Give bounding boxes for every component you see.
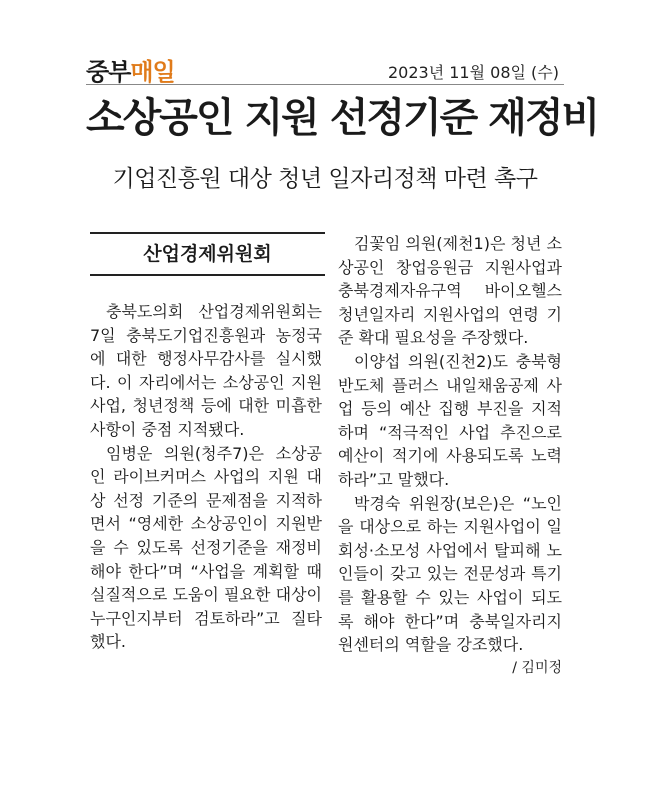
- paragraph: 이양섭 의원(진천2)도 충북형 반도체 플러스 내일채움공제 사업 등의 예산 집행 부진을 지적하며 “적극적인 사업 추진으로 예산이 적기에 사용되도록 노력하라”고 말했다.: [338, 351, 562, 489]
- publication-date: 2023년 11월 08일 (수): [387, 63, 559, 82]
- paragraph: 충북도의회 산업경제위원회는 7일 충북도기업진흥원과 농정국에 대한 행정사무감사를 실시했다. 이 자리에서는 소상공인 지원사업, 청년정책 등에 대한 미흡한 사항이 중점 지적됐다.: [90, 302, 322, 439]
- header-divider: [86, 84, 564, 85]
- masthead-accent: 매일: [130, 58, 175, 86]
- newspaper-masthead: [86, 52, 175, 87]
- subheadline: 기업진흥원 대상 청년 일자리정책 마련 촉구: [112, 166, 538, 192]
- headline: 소상공인 지원 선정기준 재정비: [86, 95, 599, 141]
- paragraph: 박경숙 위원장(보은)은 “노인을 대상으로 하는 지원사업이 일회성·소모성 사업에서 탈피해 노인들이 갖고 있는 전문성과 특기를 활용할 수 있는 사업이 되도록 해야 한다”며 충북일자리지원센터의 역할을 강조했다.: [338, 493, 562, 655]
- section-label: 산업경제위원회: [90, 232, 325, 276]
- paragraph: 김꽃임 의원(제천1)은 청년 소상공인 창업응원금 지원사업과 충북경제자유구역 바이오헬스 청년일자리 지원사업의 연령 기준 확대 필요성을 주장했다.: [338, 234, 562, 348]
- masthead-main: 중부: [86, 58, 131, 86]
- article-column-right: [338, 232, 562, 680]
- article-column-left: [90, 300, 322, 654]
- byline: / 김미정: [512, 659, 562, 676]
- paragraph: 임병운 의원(청주7)은 소상공인 라이브커머스 사업의 지원 대상 선정 기준의 문제점을 지적하면서 “영세한 소상공인이 지원받을 수 있도록 선정기준을 재정비해야 한다”며 “사업을 계획할 때 실질적으로 도움이 필요한 대상이 누구인지부터 검토하라”고 질타했다.: [90, 443, 322, 652]
